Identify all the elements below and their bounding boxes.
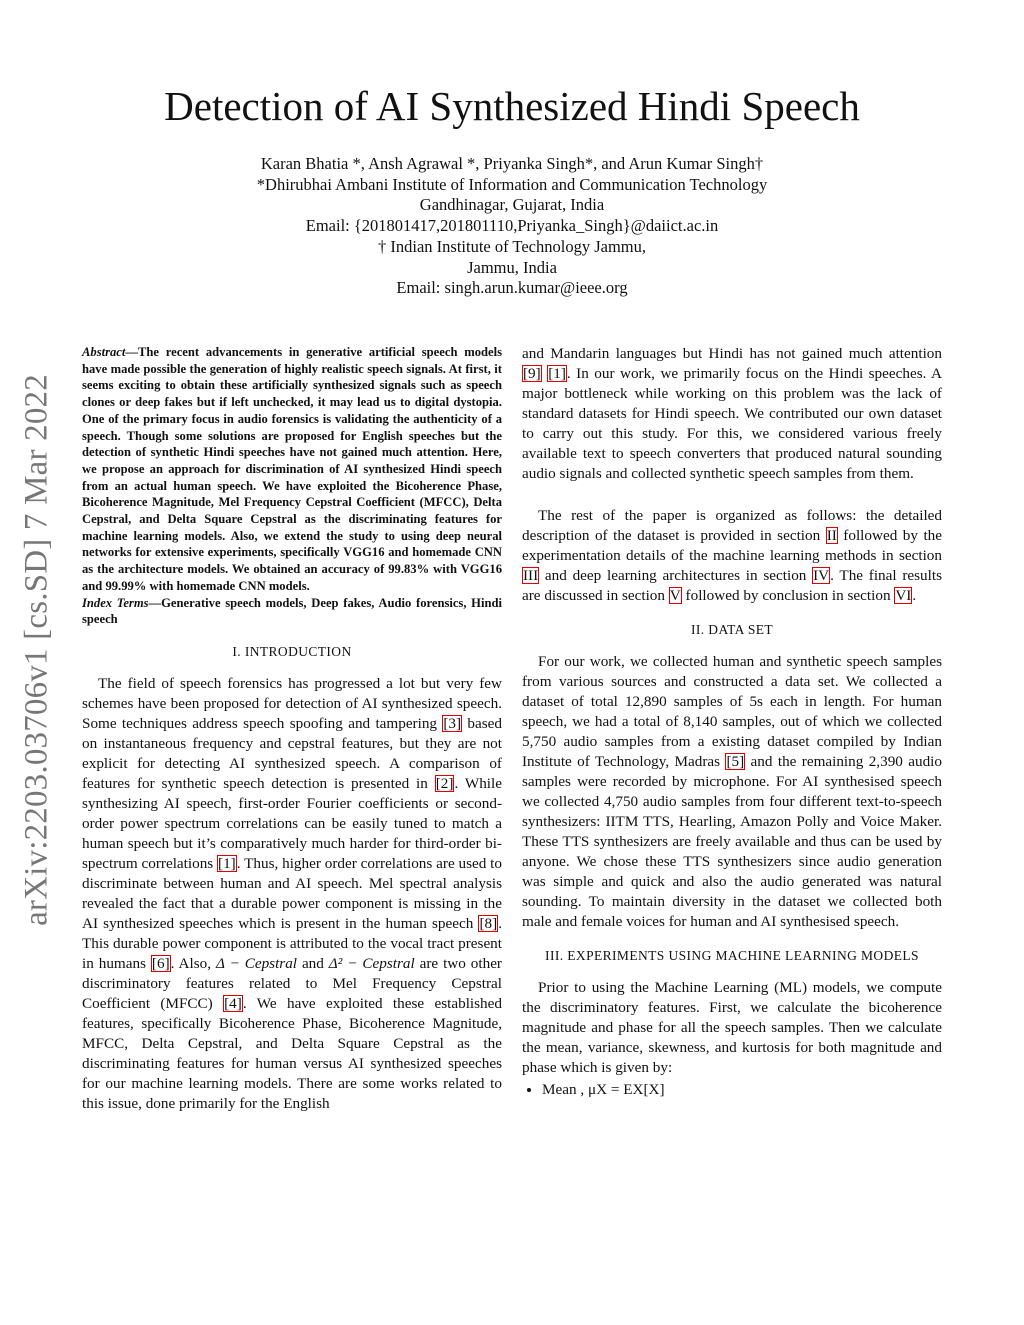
text-span: . While synthesizing AI speech, first-order Fourier coefficients or second-order power spectrum correlations can be easily tuned to match a human speech but it’s comparatively much harder for third-order bi-spectrum correlations	[82, 774, 502, 872]
text-span: based on instantaneous frequency and cepstral features, but they are not explicit for detecting AI synthesized speech. A comparison of features for synthetic speech detection is presented in	[82, 714, 502, 792]
index-terms-text: —Generative speech models, Deep fakes, Audio forensics, Hindi speech	[82, 595, 502, 627]
section-heading-experiments: III. EXPERIMENTS USING MACHINE LEARNING MODELS	[545, 948, 919, 963]
section-link[interactable]: III	[523, 567, 539, 584]
text-span: .	[912, 587, 917, 604]
text-span: For our work, we collected human and synthetic speech samples from various sources and constructed a data set. We collected a dataset of total 12,890 samples of 5s each in length. For human speech, we had a total of 8,140 samples, out of which we collected 5,750 audio samples from a existing dataset compiled by Indian Institute of Technology, Madras	[522, 653, 942, 770]
text-span: are two other discriminatory features related to Mel Frequency Cepstral Coefficient (MFCC)	[82, 954, 502, 1012]
math-delta-square-cepstral: Δ² − Cepstral	[328, 954, 415, 972]
index-terms	[82, 595, 502, 628]
text-span: followed by conclusion in section	[681, 587, 895, 604]
feature-list-item-mean: • Mean , μX = EX[X]	[542, 1080, 942, 1100]
affiliation-1-location: Gandhinagar, Gujarat, India	[419, 195, 605, 215]
text-span: . Also,	[170, 954, 216, 972]
citation-link[interactable]: [3]	[443, 714, 462, 732]
citation-link[interactable]: [8]	[479, 914, 498, 932]
citation-link[interactable]: [5]	[726, 753, 745, 770]
text-span: and deep learning architectures in section	[539, 567, 813, 584]
text-span: and	[297, 954, 329, 972]
section-link[interactable]: II	[826, 527, 837, 544]
text-span: The field of speech forensics has progressed a lot but very few schemes have been proposed for detection of AI synthesized speech. Some techniques address speech spoofing and tampering	[82, 674, 502, 732]
text-span: and the remaining 2,390 audio samples were recorded by microphone. For AI synthesised speech we collected 4,750 audio samples from four different text-to-speech synthesizers: IITM TTS, Hearling, Amazon Polly and Voice Maker. These TTS synthesizers are freely available and thus can be used by anyone. We chose these TTS synthesizers since audio generation was simple and quick and also the audio generated was natural sounding. To maintain diversity in the dataset we collected both male and female voices for human and AI synthesised speech.	[522, 753, 942, 930]
affiliation-2-location: Jammu, India	[467, 257, 557, 277]
text-span: . In our work, we primarily focus on the Hindi speeches. A major bottleneck while working on this problem was the lack of standard datasets for Hindi speech. We contributed our own dataset to carry out this study. For this, we considered various freely available text to speech converters that produced natural sounding audio signals and collected synthetic speech samples from them.	[522, 365, 943, 482]
email-1: Email: {201801417,201801110,Priyanka_Singh}@daiict.ac.in	[305, 216, 719, 236]
text-span: followed by the experimentation details of the machine learning methods in section	[522, 527, 942, 564]
section-heading-dataset: II. DATA SET	[690, 622, 774, 637]
left-column	[82, 344, 502, 1114]
affiliation-2: † Indian Institute of Technology Jammu,	[378, 236, 646, 256]
author-block	[0, 154, 1024, 299]
text-span: . We have exploited these established features, specifically Bicoherence Phase, Bicoherence Magnitude, MFCC, Delta Cepstral, and Delta Square Cepstral as the discriminating features for human versus AI synthesized speeches for our machine learning models. There are some works related to this issue, done primarily for the English	[82, 994, 502, 1112]
math-delta-cepstral: Δ − Cepstral	[215, 954, 298, 972]
section-heading-introduction: I. INTRODUCTION	[232, 643, 352, 659]
intro-paragraph-1	[82, 674, 502, 1114]
citation-link[interactable]: [2]	[435, 774, 454, 792]
experiments-paragraph: Prior to using the Machine Learning (ML) models, we compute the discriminatory features. First, we calculate the bicoherence magnitude and phase for all the speech samples. Then we calculate the mean, variance, skewness, and kurtosis for both magnitude and phase which is given by:	[522, 979, 942, 1076]
right-column	[522, 344, 942, 1100]
paper-title: Detection of AI Synthesized Hindi Speech	[164, 83, 860, 129]
abstract	[82, 344, 502, 595]
section-link[interactable]: IV	[813, 567, 830, 584]
text-span: . This durable power component is attributed to the vocal tract present in humans	[82, 914, 502, 972]
feature-list	[522, 1080, 942, 1100]
citation-link[interactable]: [9]	[523, 365, 541, 382]
abstract-label: Abstract	[82, 345, 126, 359]
affiliation-1: *Dhirubhai Ambani Institute of Information and Communication Technology	[256, 174, 768, 194]
dataset-paragraph	[522, 652, 942, 932]
arxiv-identifier: arXiv:2203.03706v1 [cs.SD] 7 Mar 2022	[18, 374, 55, 926]
intro-paragraph-2	[522, 344, 942, 484]
text-span: . Thus, higher order correlations are used to discriminate between human and AI speech. Mel spectral analysis revealed the fact that a durable power component is missing in the AI synthesized speeches which is present in the human speech	[82, 854, 503, 932]
text-span: The rest of the paper is organized as follows: the detailed description of the dataset is provided in section	[522, 507, 942, 544]
text-span: and Mandarin languages but Hindi has not gained much attention	[522, 345, 942, 362]
section-link[interactable]: VI	[895, 587, 912, 604]
citation-link[interactable]: [6]	[151, 954, 170, 972]
section-link[interactable]: V	[669, 587, 681, 604]
citation-link[interactable]: [1]	[548, 365, 566, 382]
email-2: Email: singh.arun.kumar@ieee.org	[396, 278, 628, 298]
index-terms-label: Index Terms	[82, 595, 149, 610]
arxiv-sidebar	[12, 360, 62, 940]
citation-link[interactable]: [1]	[218, 854, 236, 872]
intro-paragraph-3	[522, 506, 942, 606]
abstract-text: —The recent advancements in generative artificial speech models have made possible the generation of highly realistic speech signals. At first, it seems exciting to obtain these artificially synthesized signals such as speech clones or deep fakes but if left unchecked, it may lead us to digital dystopia. One of the primary focus in audio forensics is validating the authenticity of a speech. Though some solutions are proposed for English speeches but the detection of synthetic Hindi speeches have not gained much attention. Here, we propose an approach for discrimination of AI synthesized Hindi speech from an actual human speech. We have exploited the Bicoherence Phase, Bicoherence Magnitude, Mel Frequency Cepstral Coefficient (MFCC), Delta Cepstral, and Delta Square Cepstral as the discriminating features for machine learning models. Also, we extend the study to using deep neural networks for extensive experiments, specifically VGG16 and homemade CNN as the architecture models. We obtained an accuracy of 99.83% with VGG16 and 99.99% with homemade CNN models.	[82, 345, 502, 593]
citation-link[interactable]: [4]	[224, 994, 242, 1012]
authors-line: Karan Bhatia *, Ansh Agrawal *, Priyanka Singh*, and Arun Kumar Singh†	[260, 154, 764, 173]
text-span: . The final results are discussed in section	[522, 567, 942, 604]
